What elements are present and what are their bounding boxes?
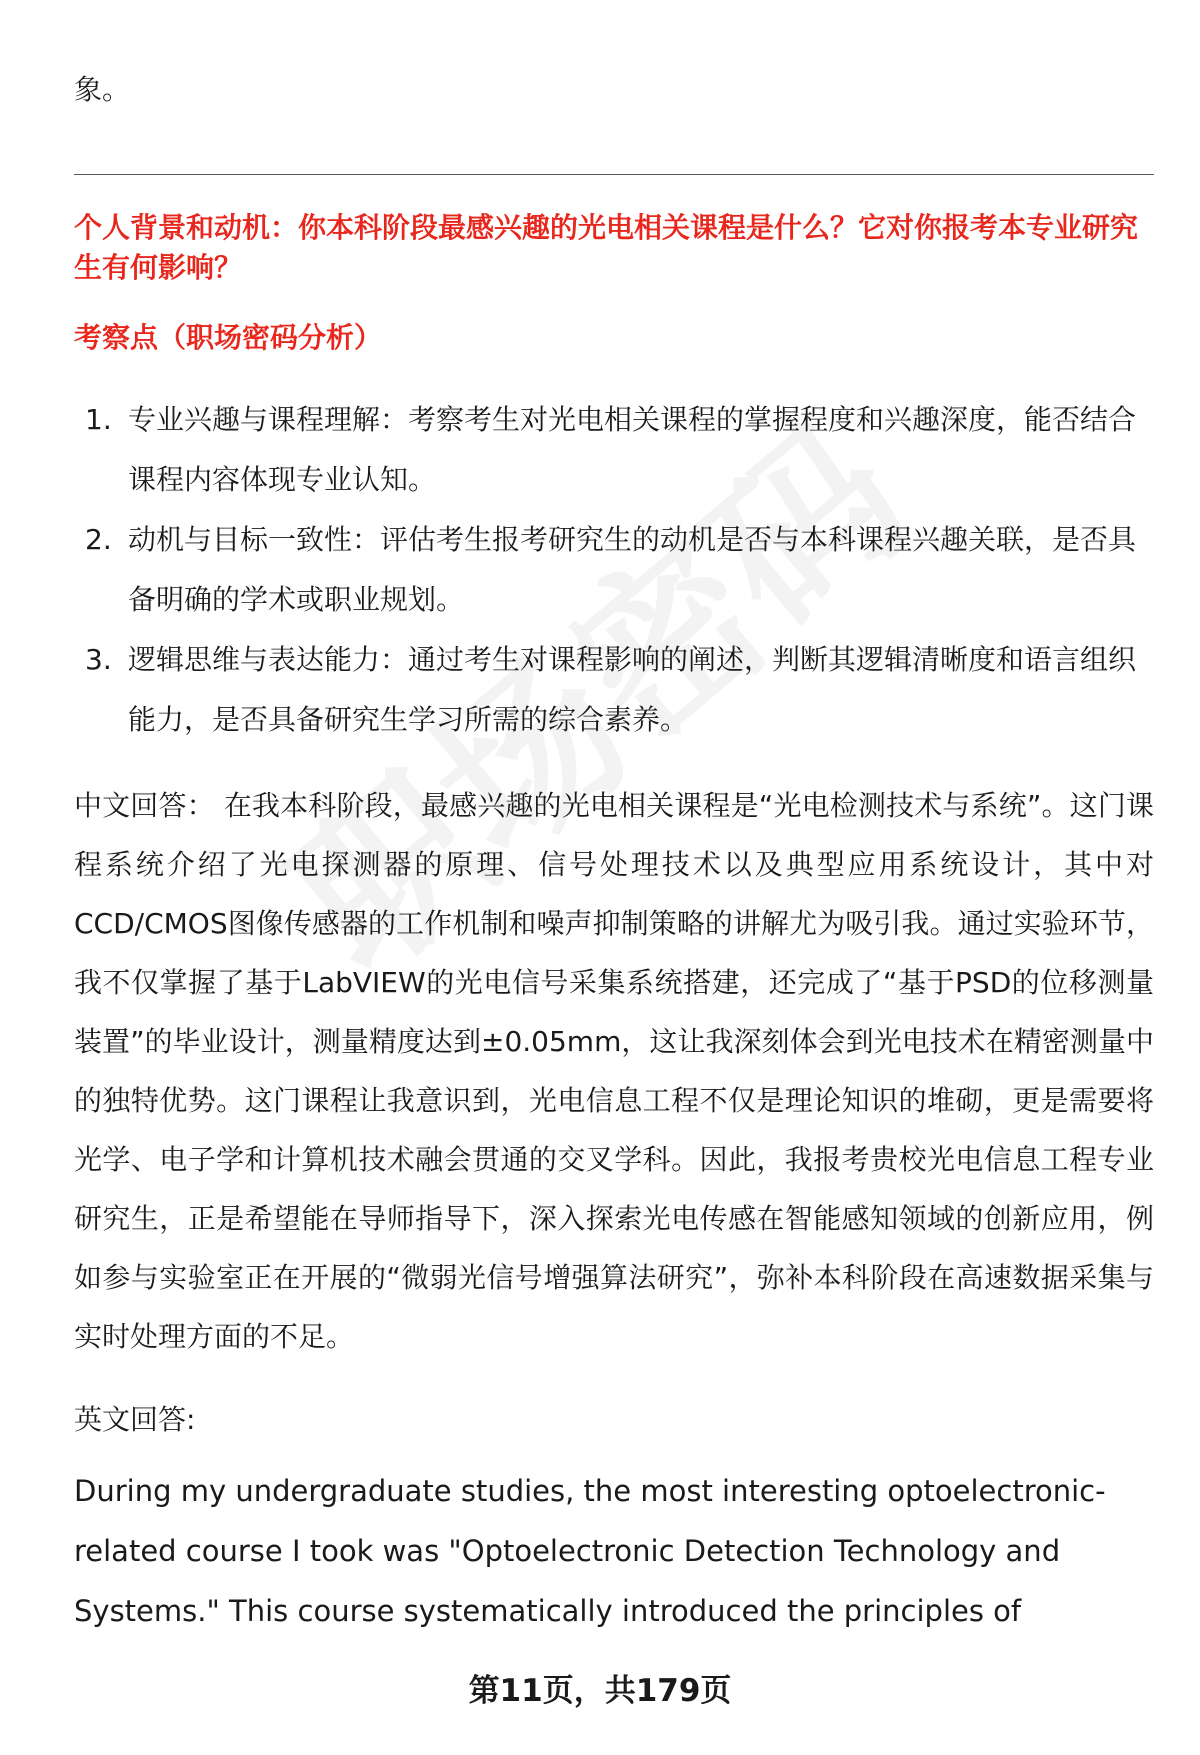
english-answer: During my undergraduate studies, the most interesting optoelectronic-related course I took was "Optoelectronic Detection Technology and Systems." This course systematically introduced the principles of <box>74 1474 1106 1628</box>
english-answer-label: 英文回答: <box>74 1403 196 1436</box>
list-item <box>74 390 1154 510</box>
list-item-text: 专业兴趣与课程理解：考察考生对光电相关课程的掌握程度和兴趣深度，能否结合课程内容体现专业认知。 <box>128 403 1137 496</box>
question-heading: 个人背景和动机：你本科阶段最感兴趣的光电相关课程是什么？它对你报考本专业研究生有何影响？ <box>74 211 1139 284</box>
assessment-heading: 考察点（职场密码分析） <box>74 321 383 354</box>
list-item-text: 逻辑思维与表达能力：通过考生对课程影响的阐述，判断其逻辑清晰度和语言组织能力，是否具备研究生学习所需的综合素养。 <box>128 643 1137 736</box>
chinese-answer: 中文回答： 在我本科阶段，最感兴趣的光电相关课程是“光电检测技术与系统”。这门课程系统介绍了光电探测器的原理、信号处理技术以及典型应用系统设计，其中对CCD/CMOS图像传感器的工作机制和噪声抑制策略的讲解尤为吸引我。通过实验环节，我不仅掌握了基于LabVIEW的光电信号采集系统搭建，还完成了“基于PSD的位移测量装置”的毕业设计，测量精度达到±0.05mm，这让我深刻体会到光电技术在精密测量中的独特优势。这门课程让我意识到，光电信息工程不仅是理论知识的堆砌，更是需要将光学、电子学和计算机技术融会贯通的交叉学科。因此，我报考贵校光电信息工程专业研究生，正是希望能在导师指导下，深入探索光电传感在智能感知领域的创新应用，例如参与实验室正在开展的“微弱光信号增强算法研究”，弥补本科阶段在高速数据采集与实时处理方面的不足。 <box>74 789 1154 1353</box>
list-number: 1. <box>85 403 112 436</box>
list-item <box>74 630 1154 750</box>
list-number: 3. <box>85 643 112 676</box>
list-number: 2. <box>85 523 112 556</box>
assessment-list <box>74 390 1154 750</box>
page-number: 第11页，共179页 <box>468 1673 732 1709</box>
list-item <box>74 510 1154 630</box>
lead-text: 象。 <box>74 73 131 106</box>
divider <box>74 174 1154 175</box>
list-item-text: 动机与目标一致性：评估考生报考研究生的动机是否与本科课程兴趣关联，是否具备明确的学术或职业规划。 <box>128 523 1137 616</box>
